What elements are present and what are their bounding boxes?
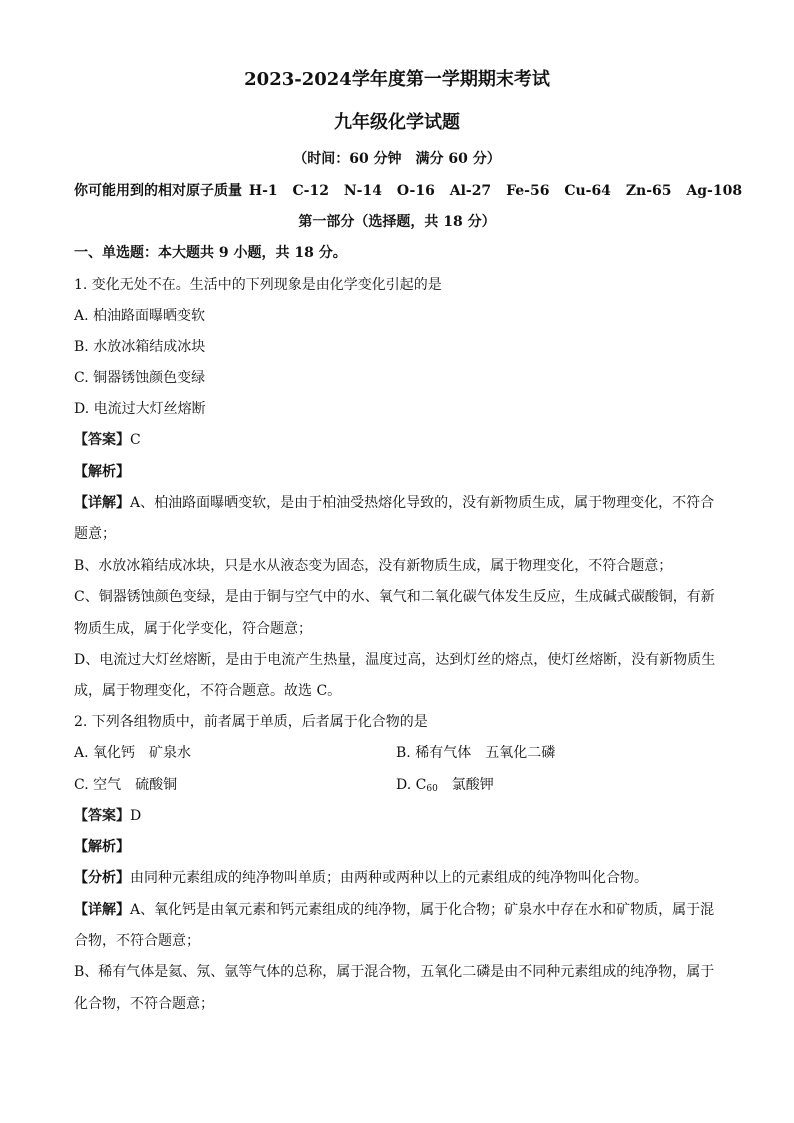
q1-stem: 1. 变化无处不在。生活中的下列现象是由化学变化引起的是 [74,277,442,293]
atomic-mass-item: Cu-64 [564,183,611,199]
detail-label: 【详解】 [74,495,130,511]
exam-title: 2023-2024学年度第一学期期末考试 [244,69,550,90]
part-title: 第一部分（选择题，共 18 分） [298,214,496,230]
answer-value: C [130,432,141,448]
option-d-subscript: 60 [426,784,438,794]
atomic-mass-item: H-1 [248,183,278,199]
q2-option-b: B. 稀有气体 五氧化二磷 [396,745,556,761]
q2-detail-line: 化合物，不符合题意； [74,996,214,1012]
q1-detail-line: 物质生成，属于化学变化，符合题意； [74,621,312,637]
q1-detail-line: B、水放冰箱结成冰块，只是水从液态变为固态，没有新物质生成，属于物理变化，不符合题意； [74,558,673,574]
q1-analysis-label: 【解析】 [74,464,130,480]
answer-label: 【答案】 [74,808,130,824]
atomic-mass-item: Ag-108 [686,183,743,199]
atomic-mass-line [74,181,742,201]
atomic-mass-item: Fe-56 [506,183,550,199]
atomic-mass-label: 你可能用到的相对原子质量 [74,183,242,199]
q1-option-d: D. 电流过大灯丝熔断 [74,401,206,417]
option-d-prefix: D. C [396,777,427,793]
q2-answer [74,806,141,826]
q2-detail-line: B、稀有气体是氦、氖、氩等气体的总称，属于混合物，五氧化二磷是由不同种元素组成的纯净物，属于 [74,964,715,980]
q1-detail-line: D、电流过大灯丝熔断，是由于电流产生热量，温度过高，达到灯丝的熔点，使灯丝熔断，没有新物质生 [74,652,716,668]
q1-option-a: A. 柏油路面曝晒变软 [74,308,206,324]
atomic-mass-item: Al-27 [449,183,492,199]
q1-option-c: C. 铜器锈蚀颜色变绿 [74,370,206,386]
answer-label: 【答案】 [74,432,130,448]
q1-option-b: B. 水放冰箱结成冰块 [74,339,206,355]
detail-label: 【详解】 [74,902,130,918]
fenxi-text: 由同种元素组成的纯净物叫单质；由两种或两种以上的元素组成的纯净物叫化合物。 [130,870,648,886]
q1-detail-line [74,493,714,513]
q2-option-c: C. 空气 硫酸铜 [74,777,178,793]
atomic-mass-item: N-14 [343,183,382,199]
q2-stem: 2. 下列各组物质中，前者属于单质，后者属于化合物的是 [74,714,428,730]
q2-detail-line: 合物，不符合题意； [74,933,200,949]
q1-answer [74,430,141,450]
q2-option-d [396,775,494,799]
q1-detail-line: C、铜器锈蚀颜色变绿，是由于铜与空气中的水、氧气和二氧化碳气体发生反应，生成碱式碳酸铜，有新 [74,589,715,605]
atomic-mass-item: O-16 [396,183,435,199]
q1-detail-line: 题意； [74,526,116,542]
detail-text: A、氧化钙是由氧元素和钙元素组成的纯净物，属于化合物；矿泉水中存在水和矿物质，属于混 [130,902,715,918]
q2-fenxi-line [74,868,648,888]
q2-option-a: A. 氧化钙 矿泉水 [74,745,192,761]
q2-analysis-label: 【解析】 [74,839,130,855]
exam-subtitle: 九年级化学试题 [334,112,460,133]
section-heading: 一、单选题：本大题共 9 小题，共 18 分。 [74,245,347,261]
time-info: （时间：60 分钟 满分 60 分） [293,151,501,167]
fenxi-label: 【分析】 [74,870,130,886]
q1-detail-line: 成，属于物理变化，不符合题意。故选 C。 [74,683,342,699]
atomic-mass-item: Zn-65 [625,183,672,199]
atomic-mass-item: C-12 [292,183,329,199]
q2-detail-line [74,900,714,920]
detail-text: A、柏油路面曝晒变软，是由于柏油受热熔化导致的，没有新物质生成，属于物理变化，不符合 [130,495,715,511]
option-d-suffix: 氯酸钾 [437,777,494,793]
answer-value: D [130,808,142,824]
